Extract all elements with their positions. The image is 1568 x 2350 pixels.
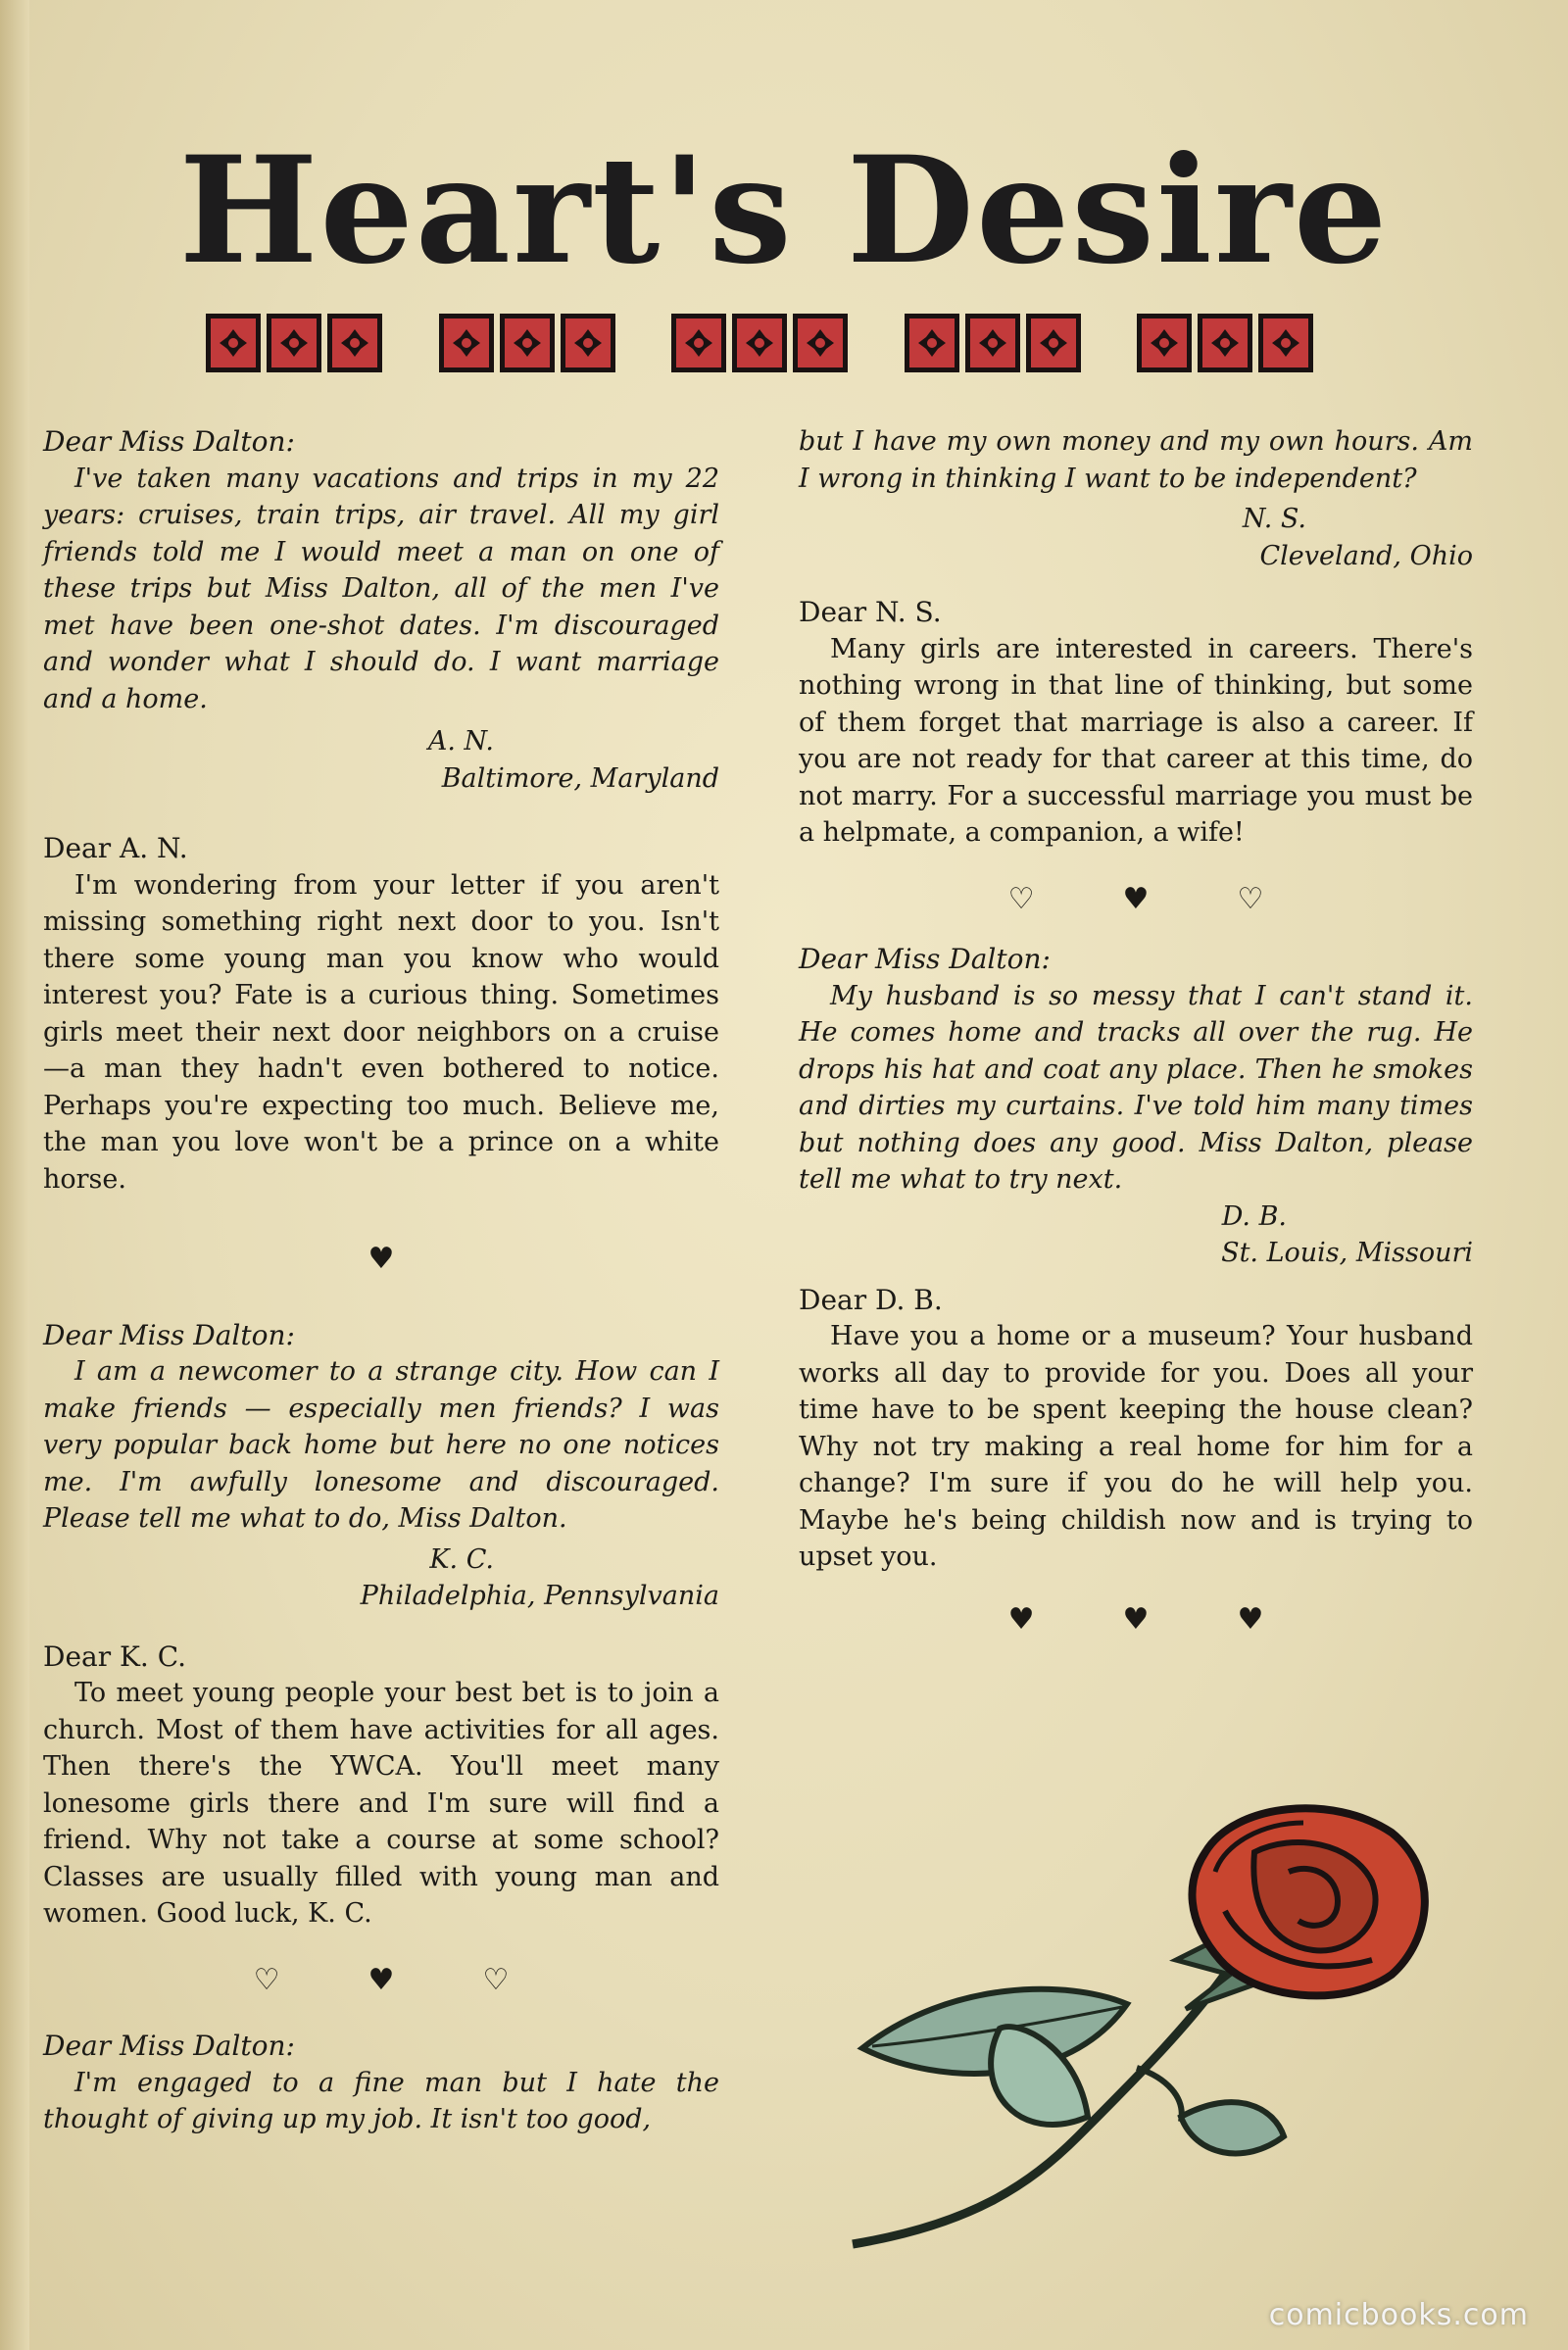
ornament-group xyxy=(671,314,848,382)
letter-location: Philadelphia, Pennsylvania xyxy=(360,1581,719,1611)
heart-divider xyxy=(43,1962,719,1999)
ornament-bar xyxy=(206,314,1313,382)
heart-divider xyxy=(43,1241,719,1278)
reply-body: I'm wondering from your letter if you aren't missing something right next door to you. Isn't there some young man you know who would interest you? Fate is a curious thing. Sometimes girls meet their next door neighbors on a cruise —a man they hadn't even bothered to notice. Perhaps you're expecting too much. Believe me, the man you love won't be a prince on a white horse. xyxy=(43,869,719,1195)
reply-salutation: Dear N. S. xyxy=(799,596,942,628)
heart-outline-icon: ♡ xyxy=(1237,881,1264,916)
ornament-tile xyxy=(671,314,726,372)
heart-filled-icon: ♥ xyxy=(368,1962,395,1997)
heart-filled-icon: ♥ xyxy=(368,1242,395,1276)
letter-body: My husband is so messy that I can't stand it. He comes home and tracks all over the rug. He drops his hat and coat any place. Then he smokes and dirties my curtains. I've told him many times but nothing does any good. Miss Dalton, please tell me what to try next. xyxy=(799,980,1473,1195)
letter-initials: D. B. xyxy=(1221,1200,1287,1232)
heart-divider xyxy=(799,1601,1473,1639)
ornament-tile xyxy=(206,314,261,372)
letter-body: I'm engaged to a fine man but I hate the thought of giving up my job. It isn't too good, xyxy=(43,2067,719,2134)
letter-body-continued: but I have my own money and my own hours. Am I wrong in thinking I want to be independent? xyxy=(799,426,1473,494)
ornament-tile xyxy=(965,314,1020,372)
right-column xyxy=(799,423,1473,1638)
letter-body: I am a newcomer to a strange city. How can I make friends — especially men friends? I was very popular back home but here no one notices me. I'm awfully lonesome and discouraged. Please tell me what to do, Miss Dalton. xyxy=(43,1356,719,1534)
heart-outline-icon: ♡ xyxy=(1007,881,1035,916)
letter-initials: A. N. xyxy=(427,726,494,757)
reply-salutation: Dear K. C. xyxy=(43,1640,187,1673)
page-title: Heart's Desire xyxy=(178,124,1390,297)
ornament-tile xyxy=(793,314,848,372)
heart-filled-icon: ♥ xyxy=(1237,1601,1264,1637)
ornament-tile xyxy=(732,314,787,372)
ornament-group xyxy=(1137,314,1313,382)
ornament-tile xyxy=(1198,314,1252,372)
letter-initials: N. S. xyxy=(1242,504,1306,534)
ornament-tile xyxy=(327,314,382,372)
ornament-group xyxy=(905,314,1081,382)
reply-salutation: Dear A. N. xyxy=(43,832,188,864)
heart-outline-icon: ♡ xyxy=(253,1962,280,1997)
ornament-tile xyxy=(905,314,959,372)
letter-salutation: Dear Miss Dalton: xyxy=(43,425,295,458)
ornament-tile xyxy=(267,314,321,372)
watermark: comicbooks.com xyxy=(1268,2298,1529,2332)
ornament-tile xyxy=(1026,314,1081,372)
letter-initials: K. C. xyxy=(429,1543,494,1575)
left-column xyxy=(43,423,719,2138)
heart-filled-icon: ♥ xyxy=(1007,1601,1035,1637)
reply-body: Many girls are interested in careers. There's nothing wrong in that line of thinking, but some of them forget that marriage is also a career. If you are not ready for that career at this time, do not marry. For a successful marriage you must be a helpmate, a companion, a wife! xyxy=(799,633,1473,848)
letter-salutation: Dear Miss Dalton: xyxy=(799,943,1051,975)
heart-divider xyxy=(799,881,1473,918)
page-edge xyxy=(0,0,29,2350)
heart-filled-icon: ♥ xyxy=(1122,1601,1150,1637)
letter-salutation: Dear Miss Dalton: xyxy=(43,2030,295,2062)
reply-body: To meet young people your best bet is to join a church. Most of them have activities for all ages. Then there's the YWCA. You'll meet many lonesome girls there and I'm sure will find a friend. Why not take a course at some school? Classes are usually filled with young man and women. Good luck, K. C. xyxy=(43,1678,719,1929)
ornament-tile xyxy=(561,314,615,372)
ornament-tile xyxy=(439,314,494,372)
heart-outline-icon: ♡ xyxy=(482,1962,510,1997)
ornament-tile xyxy=(1258,314,1313,372)
reply-salutation: Dear D. B. xyxy=(799,1283,943,1316)
ornament-tile xyxy=(500,314,555,372)
ornament-group xyxy=(439,314,615,382)
letter-location: Cleveland, Ohio xyxy=(1259,540,1473,571)
letter-salutation: Dear Miss Dalton: xyxy=(43,1318,295,1351)
rose-illustration xyxy=(843,1793,1450,2254)
ornament-group xyxy=(206,314,382,382)
reply-body: Have you a home or a museum? Your husband works all day to provide for you. Does all your time have to be spent keeping the house clean? Why not try making a real home for him for a change? I'm sure if you do he will help you. Maybe he's being childish now and is trying to upset you. xyxy=(799,1321,1473,1572)
letter-location: Baltimore, Maryland xyxy=(441,762,719,794)
heart-filled-icon: ♥ xyxy=(1122,881,1150,916)
ornament-tile xyxy=(1137,314,1192,372)
letter-location: St. Louis, Missouri xyxy=(1221,1238,1473,1268)
letter-body: I've taken many vacations and trips in my 22 years: cruises, train trips, air travel. All my girl friends told me I would meet a man on one of these trips but Miss Dalton, all of the men I've met have been one-shot dates. I'm discouraged and wonder what I should do. I want marriage and a home. xyxy=(43,463,719,714)
